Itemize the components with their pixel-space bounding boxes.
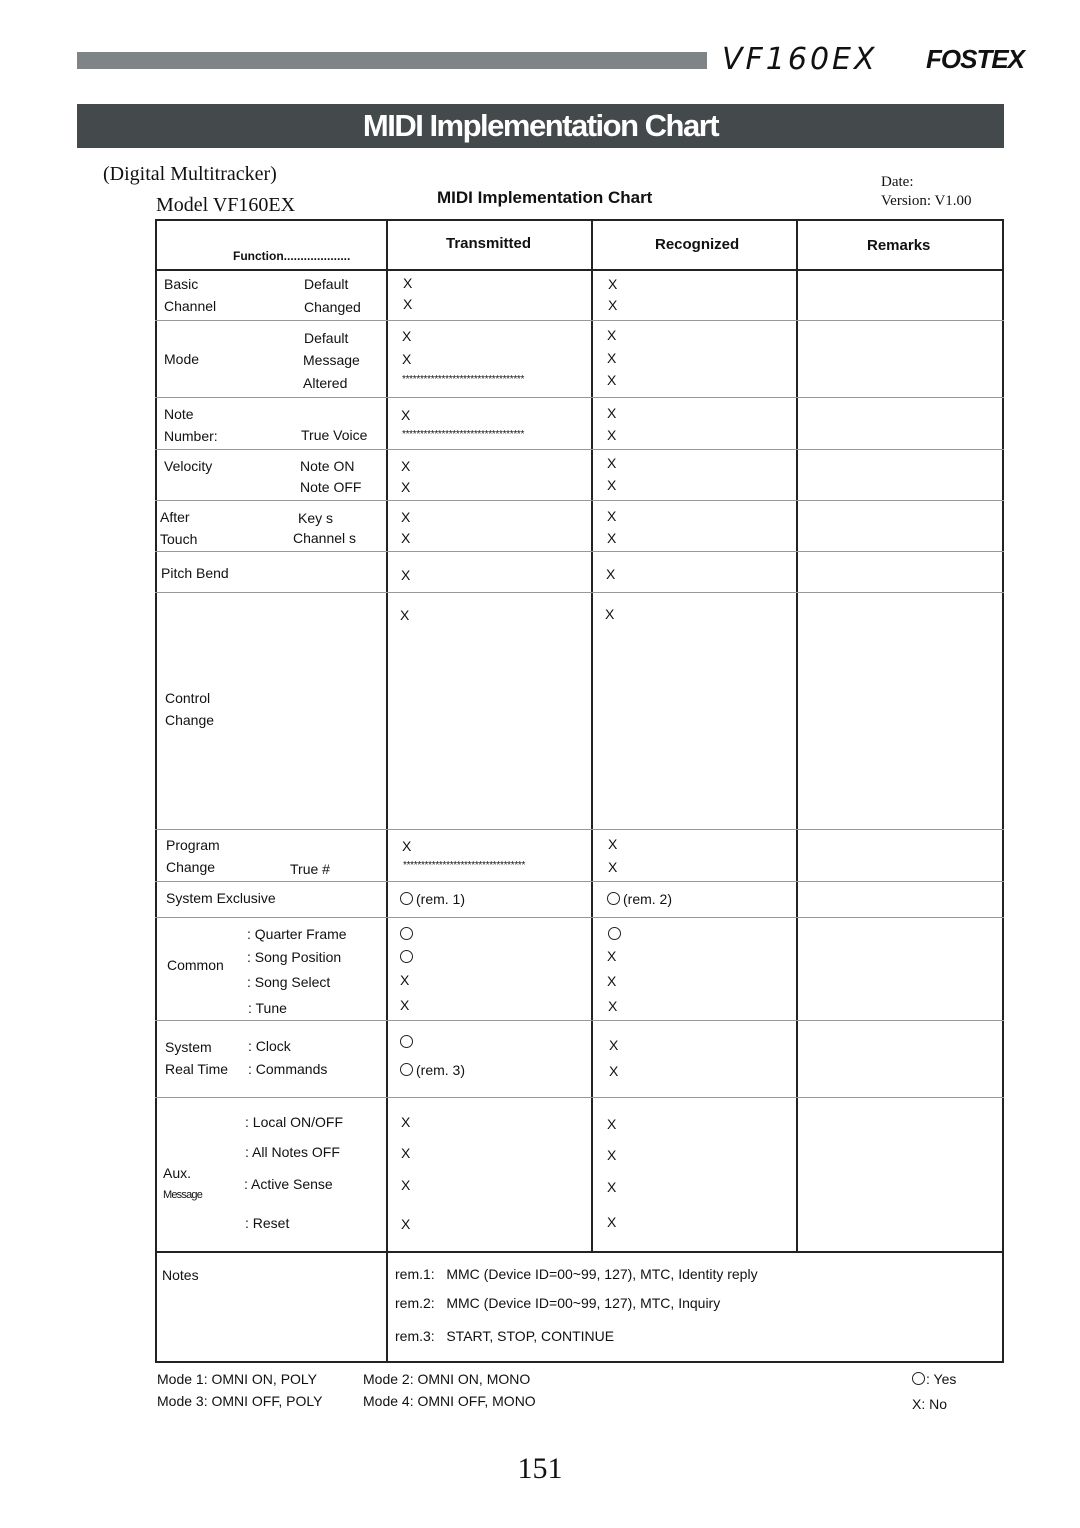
banner-title: MIDI Implementation Chart — [77, 104, 1004, 148]
yes-circle-icon — [912, 1372, 925, 1385]
system-exclusive-label: System Exclusive — [166, 890, 276, 906]
model-name: Model VF160EX — [156, 194, 296, 216]
x-mark: X — [403, 275, 413, 291]
note-rem1: rem.1: MMC (Device ID=00~99, 127), MTC, Identity reply — [395, 1266, 758, 1282]
x-mark: X — [606, 566, 616, 582]
note-off-label: Note OFF — [300, 479, 362, 495]
yes-legend-text: : Yes — [926, 1371, 957, 1387]
number-label: Number: — [164, 428, 218, 444]
yes-circle-icon — [400, 1063, 413, 1076]
rem3-ref: (rem. 3) — [416, 1062, 465, 1078]
x-mark: X — [608, 276, 618, 292]
program-label: Program — [166, 837, 220, 853]
mode2-legend: Mode 2: OMNI ON, MONO — [363, 1371, 531, 1387]
rem2-ref: (rem. 2) — [623, 891, 672, 907]
col-header-transmitted: Transmitted — [446, 235, 532, 252]
row-divider — [155, 500, 1004, 501]
song-position-label: : Song Position — [247, 949, 342, 965]
song-select-label: : Song Select — [247, 974, 331, 990]
mode1-legend: Mode 1: OMNI ON, POLY — [157, 1371, 318, 1387]
x-mark: X — [609, 1037, 619, 1053]
real-time-label: Real Time — [165, 1061, 229, 1077]
header-rule — [77, 52, 707, 69]
active-sense-label: : Active Sense — [244, 1176, 333, 1192]
not-applicable-stars: ********************************** — [402, 374, 525, 385]
x-mark: X — [401, 530, 411, 546]
keys-label: Key s — [298, 510, 334, 526]
velocity-label: Velocity — [164, 458, 213, 474]
sysex-transmitted — [400, 891, 465, 907]
col-header-function: Function.................... — [233, 249, 351, 263]
message-label: Message — [163, 1189, 203, 1201]
quarter-frame-label: : Quarter Frame — [247, 926, 347, 942]
x-mark: X — [607, 455, 617, 471]
not-applicable-stars: ********************************** — [403, 860, 526, 871]
note-rem3: rem.3: START, STOP, CONTINUE — [395, 1328, 615, 1344]
x-mark: X — [401, 1177, 411, 1193]
all-notes-off-label: : All Notes OFF — [245, 1144, 340, 1160]
x-mark: X — [609, 1063, 619, 1079]
yes-circle-icon — [400, 950, 413, 963]
common-label: Common — [167, 957, 224, 973]
channel-label: Channel — [164, 298, 217, 314]
x-mark: X — [608, 836, 618, 852]
x-mark: X — [607, 350, 617, 366]
yes-circle-icon — [400, 892, 413, 905]
x-mark: X — [401, 1216, 411, 1232]
x-mark: X — [402, 351, 412, 367]
tune-label: : Tune — [248, 1000, 287, 1016]
row-divider — [155, 592, 1004, 593]
x-mark: X — [607, 1179, 617, 1195]
system-label: System — [165, 1039, 212, 1055]
x-mark: X — [402, 328, 412, 344]
row-divider — [155, 551, 1004, 552]
changed-label: Changed — [304, 299, 361, 315]
row-divider — [155, 397, 1004, 398]
change-label: Change — [165, 712, 215, 728]
row-divider — [155, 1251, 1004, 1253]
col-header-remarks: Remarks — [867, 237, 931, 254]
x-mark: X — [400, 997, 410, 1013]
yes-circle-icon — [400, 1035, 413, 1048]
yes-circle-icon — [608, 927, 621, 940]
col-header-recognized: Recognized — [655, 236, 740, 253]
yes-mark — [400, 926, 416, 942]
x-mark: X — [400, 972, 410, 988]
x-mark: X — [401, 1114, 411, 1130]
rem1-ref: (rem. 1) — [416, 891, 465, 907]
basic-label: Basic — [164, 276, 199, 292]
mode-default-label: Default — [304, 330, 349, 346]
subtitle: (Digital Multitracker) — [103, 163, 277, 185]
version-label: Version: V1.00 — [881, 193, 972, 209]
x-mark: X — [401, 479, 411, 495]
date-label: Date: — [881, 174, 914, 190]
x-mark: X — [608, 297, 618, 313]
page-number: 151 — [517, 1452, 563, 1485]
x-mark: X — [401, 567, 411, 583]
yes-circle-icon — [400, 927, 413, 940]
true-voice-label: True Voice — [301, 427, 368, 443]
x-mark: X — [607, 372, 617, 388]
row-divider — [155, 1020, 1004, 1021]
x-mark: X — [401, 407, 411, 423]
clock-label: : Clock — [248, 1038, 291, 1054]
note-on-label: Note ON — [300, 458, 355, 474]
yes-mark — [400, 1034, 416, 1050]
x-mark: X — [607, 1147, 617, 1163]
mode-label: Mode — [164, 351, 200, 367]
yes-mark — [400, 949, 416, 965]
local-on-off-label: : Local ON/OFF — [245, 1114, 344, 1130]
true-number-label: True # — [290, 861, 330, 877]
touch-label: Touch — [160, 531, 198, 547]
notes-label: Notes — [162, 1267, 199, 1283]
x-mark: X — [403, 296, 413, 312]
not-applicable-stars: ********************************** — [402, 429, 525, 440]
x-mark: X — [401, 509, 411, 525]
x-mark: X — [607, 508, 617, 524]
x-mark: X — [607, 1116, 617, 1132]
row-divider — [155, 320, 1004, 321]
chart-heading: MIDI Implementation Chart — [437, 188, 653, 207]
x-mark: X — [607, 948, 617, 964]
x-mark: X — [607, 530, 617, 546]
row-divider — [155, 881, 1004, 882]
row-divider — [155, 449, 1004, 450]
x-mark: X — [402, 838, 412, 854]
yes-mark — [608, 926, 624, 942]
aux-label: Aux. — [163, 1165, 192, 1181]
commands-label: : Commands — [248, 1061, 328, 1077]
yes-circle-icon — [607, 892, 620, 905]
x-mark: X — [400, 607, 410, 623]
after-label: After — [160, 509, 190, 525]
reset-label: : Reset — [245, 1215, 290, 1231]
x-mark: X — [607, 973, 617, 989]
x-mark: X — [607, 1214, 617, 1230]
mode4-legend: Mode 4: OMNI OFF, MONO — [363, 1393, 536, 1409]
program-change-label: Change — [166, 859, 216, 875]
x-mark: X — [401, 1145, 411, 1161]
note-label: Note — [164, 406, 194, 422]
sysex-recognized — [607, 891, 672, 907]
x-mark: X — [607, 405, 617, 421]
note-rem2: rem.2: MMC (Device ID=00~99, 127), MTC, Inquiry — [395, 1295, 721, 1311]
col-divider-function — [386, 219, 388, 1363]
pitch-bend-label: Pitch Bend — [161, 565, 229, 581]
row-divider — [155, 917, 1004, 918]
control-label: Control — [165, 690, 211, 706]
realtime-commands-transmitted — [400, 1062, 465, 1078]
x-mark: X — [608, 998, 618, 1014]
model-logo: VF160EX — [722, 42, 878, 77]
brand-logo: FOSTEX — [926, 44, 1025, 74]
x-mark: X — [608, 859, 618, 875]
yes-legend — [912, 1371, 956, 1387]
row-divider — [155, 1097, 1004, 1098]
row-divider — [155, 269, 1004, 271]
mode3-legend: Mode 3: OMNI OFF, POLY — [157, 1393, 323, 1409]
x-mark: X — [401, 458, 411, 474]
row-divider — [155, 829, 1004, 830]
x-mark: X — [607, 477, 617, 493]
no-legend: X: No — [912, 1396, 948, 1412]
x-mark: X — [607, 327, 617, 343]
x-mark: X — [607, 427, 617, 443]
mode-altered-label: Altered — [303, 375, 348, 391]
x-mark: X — [605, 606, 615, 622]
channels-label: Channel s — [293, 530, 357, 546]
mode-message-label: Message — [303, 352, 360, 368]
default-label: Default — [304, 276, 349, 292]
